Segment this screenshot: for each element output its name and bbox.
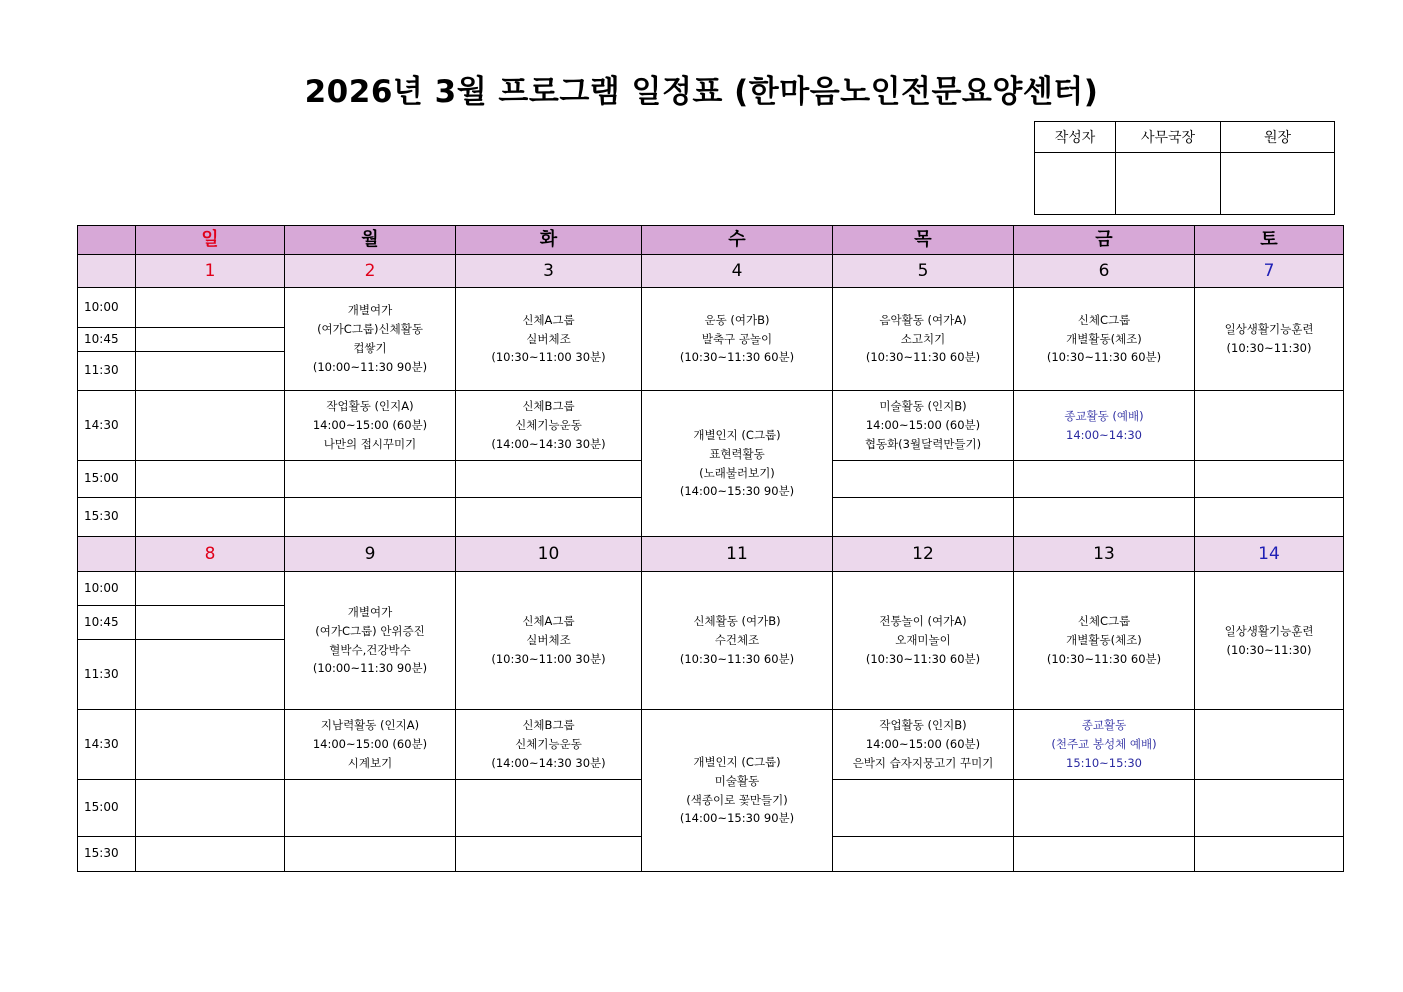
program-line: 신체C그룹 [1077, 614, 1131, 629]
program-cell [833, 710, 1014, 780]
time-row [78, 288, 1344, 328]
program-cell [1014, 288, 1195, 391]
date-cell: 14 [1195, 537, 1344, 572]
date-row [78, 255, 1344, 288]
program-line: (10:30~11:30 60분) [1046, 651, 1162, 666]
program-line: (10:30~11:30 60분) [679, 350, 795, 365]
approval-director-label: 원장 [1221, 122, 1335, 153]
program-line: 시계보기 [347, 755, 393, 770]
program-line: 14:00~14:30 [1066, 427, 1142, 442]
schedule-cell [136, 288, 285, 328]
program-cell [642, 710, 833, 872]
program-cell [456, 572, 642, 710]
program-line: 수건체조 [714, 633, 760, 648]
program-line: 실버체조 [526, 331, 571, 346]
program-cell [642, 288, 833, 391]
program-line: (색종이로 꽃만들기) [686, 792, 788, 807]
schedule-cell [1195, 710, 1344, 780]
date-row-spacer [78, 537, 136, 572]
program-line: 운동 (여가B) [704, 312, 770, 327]
program-line: (노래불러보기) [699, 465, 775, 480]
program-line: 14:00~15:00 (60분) [865, 737, 981, 752]
program-line: 컵쌓기 [353, 341, 387, 355]
program-line: (14:00~14:30 30분) [491, 755, 606, 770]
program-cell [1195, 288, 1344, 391]
program-cell [642, 391, 833, 537]
schedule-table [77, 225, 1344, 872]
date-cell: 2 [285, 255, 456, 288]
weekday-fri: 금 [1014, 226, 1195, 255]
program-line: 일상생활기능훈련 [1224, 623, 1314, 638]
program-line: (천주교 봉성체 예배) [1051, 737, 1157, 752]
schedule-cell [285, 461, 456, 498]
approval-secretary-sign[interactable] [1116, 153, 1221, 215]
program-line: 신체B그룹 [522, 399, 575, 414]
time-label: 10:00 [78, 572, 136, 606]
schedule-cell [136, 328, 285, 352]
program-line: 신체A그룹 [522, 312, 575, 327]
schedule-cell [456, 461, 642, 498]
program-line: 개별활동(체조) [1066, 331, 1142, 346]
date-cell: 5 [833, 255, 1014, 288]
time-row [78, 572, 1344, 606]
weekday-sat: 토 [1195, 226, 1344, 255]
program-line: 신체활동 (여가B) [693, 614, 781, 629]
schedule-cell [833, 461, 1014, 498]
time-label: 11:30 [78, 640, 136, 710]
schedule-cell [1195, 837, 1344, 872]
date-row [78, 537, 1344, 572]
program-line: 14:00~15:00 (60분) [312, 418, 428, 433]
program-line: 개별인지 (C그룹) [693, 754, 781, 769]
program-line: 은박지 습자지뭉고기 꾸미기 [852, 755, 994, 770]
schedule-cell [1014, 837, 1195, 872]
weekday-sun: 일 [136, 226, 285, 255]
program-line: (10:30~11:30) [1226, 341, 1312, 355]
program-line: (14:00~15:30 90분) [679, 484, 795, 499]
schedule-cell [1014, 780, 1195, 837]
program-line: 실버체조 [526, 633, 571, 648]
date-cell: 8 [136, 537, 285, 572]
program-line: (여가C그룹) 안위증진 [315, 623, 425, 638]
approval-secretary-label: 사무국장 [1116, 122, 1221, 153]
schedule-cell [285, 780, 456, 837]
program-line: (10:30~11:30) [1226, 642, 1312, 657]
program-line: (10:30~11:30 60분) [679, 651, 795, 666]
schedule-cell [136, 837, 285, 872]
schedule-cell [285, 837, 456, 872]
program-line: (여가C그룹)신체활동 [317, 322, 423, 337]
program-line: (10:30~11:00 30분) [491, 651, 606, 666]
program-line: 종교활동 [1081, 718, 1127, 733]
program-line: 작업활동 (인지B) [879, 718, 967, 733]
approval-writer-label: 작성자 [1035, 122, 1116, 153]
schedule-cell [456, 498, 642, 537]
program-line: 오재미놀이 [895, 633, 951, 648]
time-label: 14:30 [78, 710, 136, 780]
program-line: 15:10~15:30 [1066, 755, 1142, 770]
time-label: 15:00 [78, 461, 136, 498]
program-line: 미술활동 (인지B) [879, 399, 967, 414]
time-label: 15:30 [78, 498, 136, 537]
schedule-cell [136, 606, 285, 640]
schedule-cell [833, 837, 1014, 872]
program-line: 음악활동 (여가A) [879, 312, 967, 327]
date-cell: 11 [642, 537, 833, 572]
program-line: 일상생활기능훈련 [1224, 322, 1314, 337]
time-row [78, 391, 1344, 461]
date-cell: 7 [1195, 255, 1344, 288]
program-line: 14:00~15:00 (60분) [865, 418, 981, 433]
program-line: 개별인지 (C그룹) [693, 427, 781, 442]
date-cell: 13 [1014, 537, 1195, 572]
program-line: (10:30~11:00 30분) [491, 350, 606, 365]
weekday-wed: 수 [642, 226, 833, 255]
time-label: 14:30 [78, 391, 136, 461]
program-line: 종교활동 (예배) [1064, 408, 1144, 423]
program-cell [285, 288, 456, 391]
program-line: 발축구 공놀이 [701, 331, 773, 346]
program-line: (10:30~11:30 60분) [865, 350, 981, 365]
program-cell [833, 288, 1014, 391]
schedule-cell [1195, 391, 1344, 461]
schedule-cell [1014, 498, 1195, 537]
schedule-cell [136, 780, 285, 837]
program-line: 전통놀이 (여가A) [879, 614, 967, 629]
program-cell [456, 710, 642, 780]
weekday-tue: 화 [456, 226, 642, 255]
corner-cell [78, 226, 136, 255]
program-line: 지남력활동 (인지A) [320, 718, 420, 733]
date-cell: 10 [456, 537, 642, 572]
time-label: 11:30 [78, 352, 136, 391]
schedule-cell [285, 498, 456, 537]
program-line: 개별여가 [347, 303, 393, 318]
weekday-thu: 목 [833, 226, 1014, 255]
approval-director-sign[interactable] [1221, 153, 1335, 215]
schedule-cell [456, 780, 642, 837]
program-cell [285, 391, 456, 461]
program-line: 개별활동(체조) [1066, 633, 1142, 648]
schedule-cell [1195, 461, 1344, 498]
weekday-header-row [78, 226, 1344, 255]
schedule-cell [1014, 461, 1195, 498]
program-line: (10:30~11:30 60분) [865, 651, 981, 666]
weekday-mon: 월 [285, 226, 456, 255]
program-cell [1014, 391, 1195, 461]
program-line: 신체B그룹 [522, 718, 575, 733]
time-label: 10:00 [78, 288, 136, 328]
time-label: 15:30 [78, 837, 136, 872]
time-row [78, 710, 1344, 780]
program-cell [285, 572, 456, 710]
schedule-cell [136, 498, 285, 537]
schedule-cell [136, 710, 285, 780]
time-label: 10:45 [78, 328, 136, 352]
program-line: 소고치기 [900, 331, 946, 346]
program-line: 신체A그룹 [522, 614, 575, 629]
program-cell [285, 710, 456, 780]
program-line: 14:00~15:00 (60분) [312, 737, 428, 752]
schedule-cell [136, 391, 285, 461]
program-cell [1014, 572, 1195, 710]
program-line: 신체기능운동 [515, 418, 582, 433]
program-line: (10:00~11:30 90분) [312, 661, 428, 676]
program-line: 협동화(3월달력만들기) [864, 436, 982, 451]
schedule-cell [1195, 780, 1344, 837]
date-cell: 6 [1014, 255, 1195, 288]
program-line: 신체C그룹 [1077, 312, 1131, 327]
schedule-cell [136, 461, 285, 498]
program-line: 표현력활동 [709, 446, 765, 461]
approval-writer-sign[interactable] [1035, 153, 1116, 215]
program-line: (10:00~11:30 90분) [312, 359, 428, 374]
schedule-cell [833, 498, 1014, 537]
program-line: (14:00~14:30 30분) [491, 436, 606, 451]
program-line: (10:30~11:30 60분) [1046, 350, 1162, 365]
program-cell [642, 572, 833, 710]
program-cell [1014, 710, 1195, 780]
program-cell [1195, 572, 1344, 710]
page-title: 2026년 3월 프로그램 일정표 (한마음노인전문요양센터) [304, 74, 1099, 110]
program-cell [833, 572, 1014, 710]
program-line: 나만의 접시꾸미기 [323, 436, 417, 451]
schedule-cell [833, 780, 1014, 837]
date-cell: 12 [833, 537, 1014, 572]
schedule-cell [136, 640, 285, 710]
program-line: 작업활동 (인지A) [326, 399, 414, 414]
schedule-cell [136, 352, 285, 391]
program-cell [833, 391, 1014, 461]
date-cell: 1 [136, 255, 285, 288]
program-line: (14:00~15:30 90분) [679, 811, 795, 826]
time-label: 15:00 [78, 780, 136, 837]
date-cell: 4 [642, 255, 833, 288]
date-row-spacer [78, 255, 136, 288]
date-cell: 3 [456, 255, 642, 288]
program-cell [456, 288, 642, 391]
schedule-cell [1195, 498, 1344, 537]
schedule-cell [136, 572, 285, 606]
program-line: 미술활동 [714, 773, 760, 788]
time-label: 10:45 [78, 606, 136, 640]
program-line: 혈박수,건강박수 [329, 642, 411, 657]
program-cell [456, 391, 642, 461]
program-line: 신체기능운동 [515, 737, 582, 752]
approval-box [1034, 121, 1335, 215]
schedule-cell [456, 837, 642, 872]
date-cell: 9 [285, 537, 456, 572]
program-line: 개별여가 [347, 604, 393, 619]
